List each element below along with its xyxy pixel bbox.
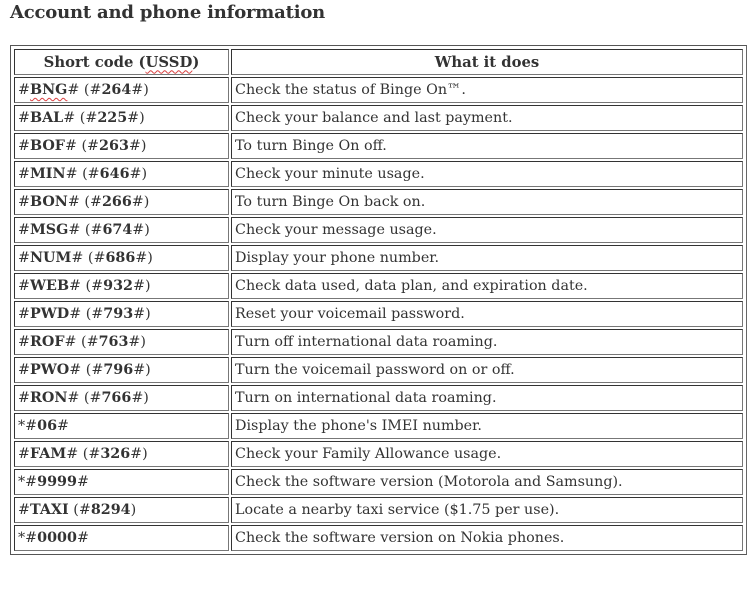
table-row <box>14 189 743 215</box>
description-cell: Check your minute usage. <box>231 161 743 187</box>
description-cell: To turn Binge On off. <box>231 133 743 159</box>
description-cell: Reset your voicemail password. <box>231 301 743 327</box>
table-row <box>14 441 743 467</box>
short-code-cell: #BOF# (#263#) <box>14 133 229 159</box>
short-code-cell: #RON# (#766#) <box>14 385 229 411</box>
short-code-cell: *#06# <box>14 413 229 439</box>
description-cell: Check the software version on Nokia phones. <box>231 525 743 551</box>
description-cell: Check your balance and last payment. <box>231 105 743 131</box>
section-heading: Account and phone information <box>10 2 326 23</box>
short-code-cell: #MIN# (#646#) <box>14 161 229 187</box>
short-code-cell: #BON# (#266#) <box>14 189 229 215</box>
table-row <box>14 469 743 495</box>
table-row <box>14 161 743 187</box>
description-cell: To turn Binge On back on. <box>231 189 743 215</box>
header-short-code: Short code (USSD) <box>14 49 229 75</box>
description-cell: Display your phone number. <box>231 245 743 271</box>
short-code-cell: #TAXI (#8294) <box>14 497 229 523</box>
description-cell: Turn off international data roaming. <box>231 329 743 355</box>
table-row <box>14 301 743 327</box>
description-cell: Check your Family Allowance usage. <box>231 441 743 467</box>
short-code-cell: #BNG# (#264#) <box>14 77 229 103</box>
description-cell: Locate a nearby taxi service ($1.75 per use). <box>231 497 743 523</box>
table-row <box>14 525 743 551</box>
table-row <box>14 245 743 271</box>
description-cell: Check the software version (Motorola and Samsung). <box>231 469 743 495</box>
short-code-cell: #WEB# (#932#) <box>14 273 229 299</box>
description-cell: Check data used, data plan, and expiration date. <box>231 273 743 299</box>
short-code-cell: #BAL# (#225#) <box>14 105 229 131</box>
table-row <box>14 497 743 523</box>
short-code-cell: #PWD# (#793#) <box>14 301 229 327</box>
table-row <box>14 105 743 131</box>
table-header-row <box>14 49 743 75</box>
header-what-it-does: What it does <box>231 49 743 75</box>
short-code-cell: #ROF# (#763#) <box>14 329 229 355</box>
short-code-cell: #NUM# (#686#) <box>14 245 229 271</box>
short-code-cell: #PWO# (#796#) <box>14 357 229 383</box>
description-cell: Check your message usage. <box>231 217 743 243</box>
description-cell: Turn the voicemail password on or off. <box>231 357 743 383</box>
table-row <box>14 133 743 159</box>
short-code-cell: *#0000# <box>14 525 229 551</box>
table-row <box>14 357 743 383</box>
short-code-cell: #FAM# (#326#) <box>14 441 229 467</box>
table-row <box>14 77 743 103</box>
spellcheck-underlined-word: USSD <box>145 53 193 71</box>
description-cell: Display the phone's IMEI number. <box>231 413 743 439</box>
table-row <box>14 329 743 355</box>
description-cell: Turn on international data roaming. <box>231 385 743 411</box>
short-code-cell: #MSG# (#674#) <box>14 217 229 243</box>
table-row <box>14 385 743 411</box>
table-row <box>14 413 743 439</box>
short-code-cell: *#9999# <box>14 469 229 495</box>
table-row <box>14 217 743 243</box>
ussd-codes-table <box>10 45 747 555</box>
table-row <box>14 273 743 299</box>
description-cell: Check the status of Binge On™. <box>231 77 743 103</box>
